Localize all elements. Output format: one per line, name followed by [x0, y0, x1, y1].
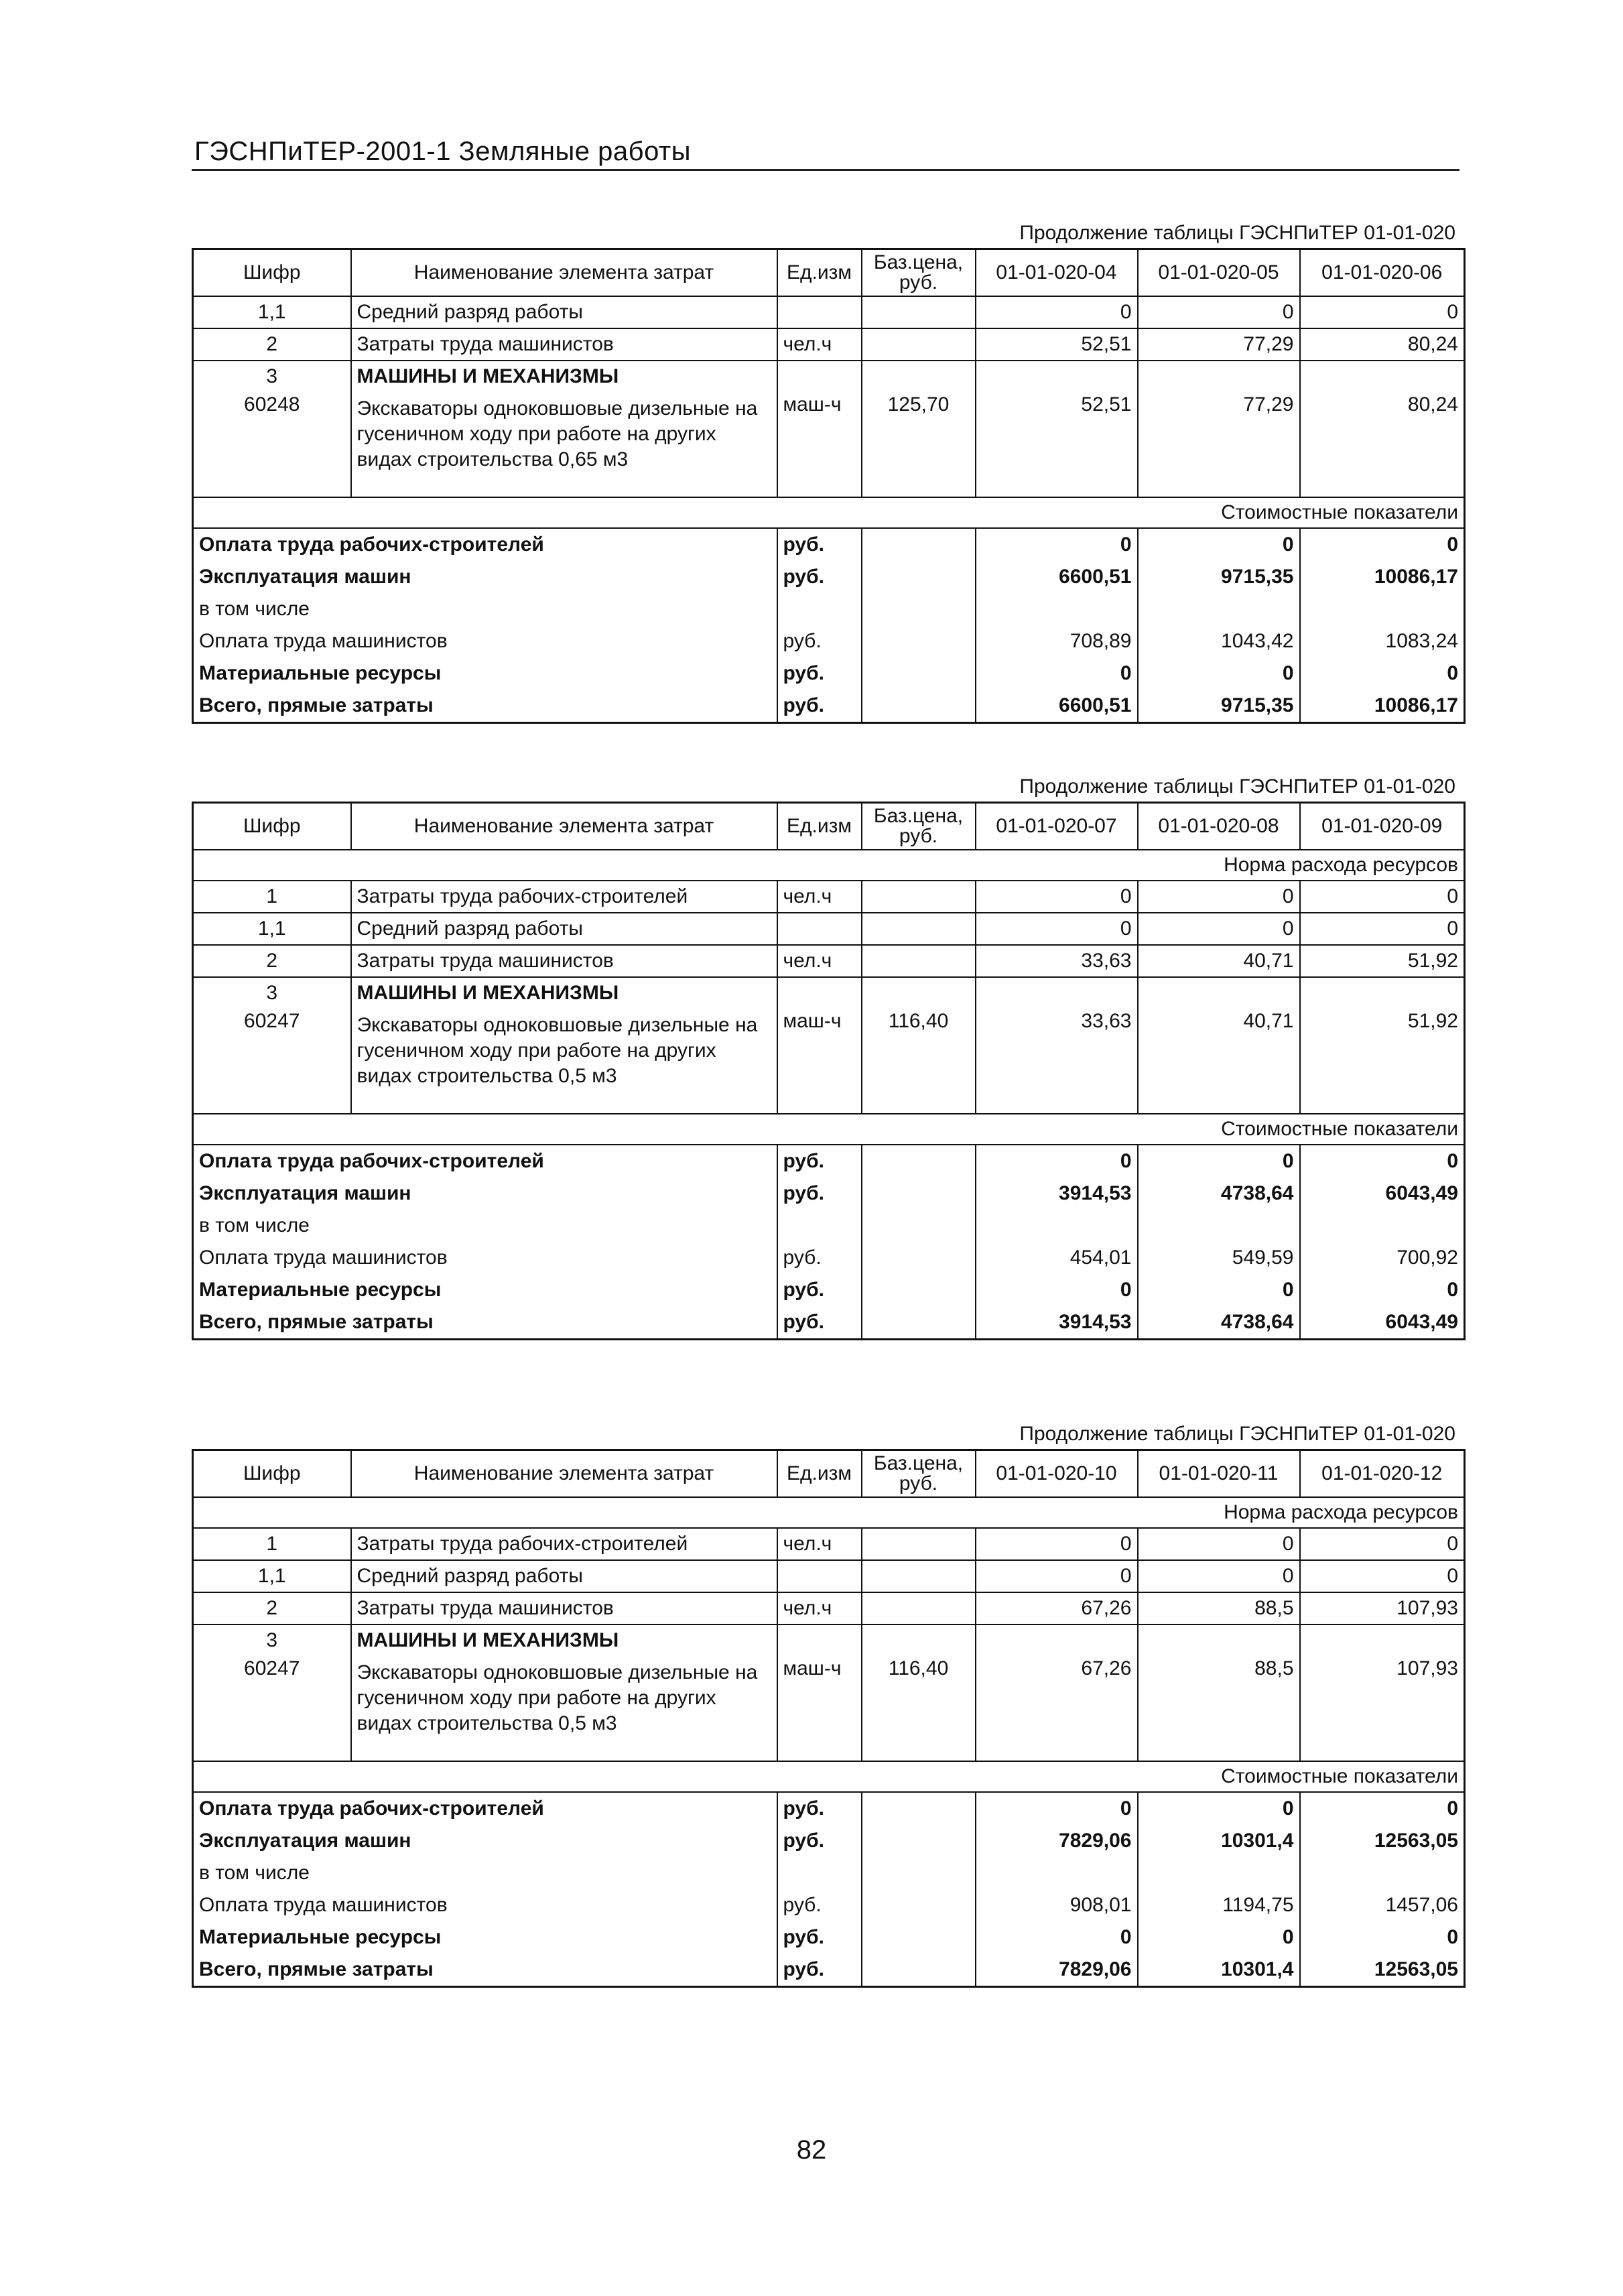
- resource-row: [193, 328, 1465, 361]
- empty-cell: [862, 1306, 976, 1340]
- empty-cell: [862, 1145, 976, 1177]
- norm-table-1: [192, 218, 1464, 724]
- resource-code: 2: [193, 328, 351, 361]
- cost-value: [976, 1857, 1138, 1889]
- cost-value: 3914,53: [976, 1306, 1138, 1340]
- cost-value: 0: [1300, 1921, 1465, 1954]
- machine-item-price: 125,70: [862, 392, 976, 497]
- cost-label: Всего, прямые затраты: [199, 1958, 434, 1980]
- cost-label: Материальные ресурсы: [199, 1279, 442, 1301]
- cost-unit: руб.: [777, 1274, 862, 1306]
- cost-row: [193, 1274, 1465, 1306]
- cost-unit: руб.: [777, 1177, 862, 1210]
- cost-row: [193, 1177, 1465, 1210]
- resource-value: 0: [976, 1560, 1138, 1592]
- empty-cell: [1300, 977, 1465, 1009]
- resource-code: 1,1: [193, 296, 351, 328]
- norm-section-row: [193, 850, 1465, 881]
- resource-value: 0: [1300, 881, 1465, 913]
- resource-value: 67,26: [976, 1592, 1138, 1624]
- cost-value: 1457,06: [1300, 1889, 1465, 1921]
- cost-value: 1043,42: [1138, 625, 1300, 657]
- cost-unit: руб.: [777, 1306, 862, 1340]
- cost-value: 4738,64: [1138, 1306, 1300, 1340]
- resource-unit: [777, 913, 862, 945]
- resource-name: Средний разряд работы: [351, 296, 777, 328]
- machine-item-name: Экскаваторы одноковшовые дизельные на гусеничном ходу при работе на других видах строительства 0,5 м3: [351, 1009, 777, 1114]
- header-norm-code: 01-01-020-11: [1138, 1450, 1300, 1498]
- machine-item-code: 60247: [193, 1656, 351, 1761]
- header-name: Наименование элемента затрат: [351, 249, 777, 297]
- machine-item-unit: маш-ч: [777, 1009, 862, 1114]
- cost-value: 549,59: [1138, 1242, 1300, 1274]
- resource-value: 52,51: [976, 328, 1138, 361]
- resource-value: 40,71: [1138, 945, 1300, 977]
- cost-label: в том числе: [199, 1862, 310, 1884]
- cost-label: Эксплуатация машин: [199, 566, 411, 588]
- cost-row: [193, 1954, 1465, 1987]
- resource-unit: чел.ч: [777, 1528, 862, 1560]
- cost-row: [193, 1921, 1465, 1954]
- empty-cell: [862, 1242, 976, 1274]
- cost-unit: руб.: [777, 690, 862, 723]
- machine-item-row: [193, 1009, 1465, 1114]
- machine-item-value: 33,63: [976, 1009, 1138, 1114]
- resource-value: 0: [1138, 1560, 1300, 1592]
- resource-unit: чел.ч: [777, 1592, 862, 1624]
- machines-group-row: [193, 361, 1465, 392]
- header-rule: [192, 169, 1459, 171]
- empty-cell: [777, 361, 862, 392]
- resource-table: [192, 1449, 1466, 1988]
- empty-cell: [976, 361, 1138, 392]
- cost-value: 908,01: [976, 1889, 1138, 1921]
- table-caption: Продолжение таблицы ГЭСНПиТЕР 01-01-020: [1019, 1423, 1455, 1445]
- cost-value: 12563,05: [1300, 1954, 1465, 1987]
- header-unit: Ед.изм: [777, 249, 862, 297]
- cost-value: 10086,17: [1300, 690, 1465, 723]
- resource-value: 0: [1300, 1528, 1465, 1560]
- machines-title: МАШИНЫ И МЕХАНИЗМЫ: [351, 977, 777, 1009]
- header-name: Наименование элемента затрат: [351, 1450, 777, 1498]
- empty-cell: [862, 1624, 976, 1656]
- resource-value: 80,24: [1300, 328, 1465, 361]
- norm-section-row: [193, 1497, 1465, 1528]
- cost-row: [193, 561, 1465, 593]
- cost-value: 0: [1138, 528, 1300, 561]
- resource-price: [862, 913, 976, 945]
- machines-title: МАШИНЫ И МЕХАНИЗМЫ: [351, 361, 777, 392]
- resource-value: 88,5: [1138, 1592, 1300, 1624]
- empty-cell: [862, 1889, 976, 1921]
- empty-cell: [862, 361, 976, 392]
- machine-item-name: Экскаваторы одноковшовые дизельные на гусеничном ходу при работе на других видах строительства 0,5 м3: [351, 1656, 777, 1761]
- cost-label: Материальные ресурсы: [199, 662, 442, 684]
- cost-value: 7829,06: [976, 1825, 1138, 1857]
- resource-value: 0: [1138, 913, 1300, 945]
- machine-item-value: 77,29: [1138, 392, 1300, 497]
- empty-cell: [862, 1921, 976, 1954]
- header-code: Шифр: [193, 249, 351, 297]
- cost-value: 0: [1300, 1274, 1465, 1306]
- cost-section-row: [193, 497, 1465, 528]
- header-unit: Ед.изм: [777, 1450, 862, 1498]
- resource-name: Затраты труда машинистов: [351, 1592, 777, 1624]
- resource-unit: чел.ч: [777, 945, 862, 977]
- cost-section-label: Стоимостные показатели: [193, 497, 1465, 528]
- cost-unit: руб.: [777, 1792, 862, 1825]
- cost-row: [193, 625, 1465, 657]
- resource-table: [192, 802, 1466, 1340]
- empty-cell: [862, 1792, 976, 1825]
- header-price-cell: [862, 249, 976, 297]
- resource-value: 0: [1300, 296, 1465, 328]
- cost-value: 708,89: [976, 625, 1138, 657]
- cost-label: Оплата труда рабочих-строителей: [199, 1797, 544, 1820]
- cost-label: Всего, прямые затраты: [199, 694, 434, 716]
- cost-row: [193, 1210, 1465, 1242]
- cost-value: 0: [976, 528, 1138, 561]
- machine-item-value: 107,93: [1300, 1656, 1465, 1761]
- cost-value: 454,01: [976, 1242, 1138, 1274]
- cost-value: [1138, 1857, 1300, 1889]
- empty-cell: [862, 625, 976, 657]
- resource-value: 107,93: [1300, 1592, 1465, 1624]
- page-number: 82: [796, 2135, 827, 2165]
- resource-row: [193, 881, 1465, 913]
- machines-code: 3: [266, 1629, 278, 1651]
- resource-value: 51,92: [1300, 945, 1465, 977]
- machine-item-price: 116,40: [862, 1656, 976, 1761]
- resource-row: [193, 945, 1465, 977]
- header-norm-code: 01-01-020-05: [1138, 249, 1300, 297]
- machine-item-value: 40,71: [1138, 1009, 1300, 1114]
- cost-value: 4738,64: [1138, 1177, 1300, 1210]
- header-norm-code: 01-01-020-08: [1138, 803, 1300, 850]
- cost-unit: руб.: [777, 1825, 862, 1857]
- header-price-cell: [862, 803, 976, 850]
- cost-unit: руб.: [777, 657, 862, 690]
- resource-value: 0: [976, 296, 1138, 328]
- cost-value: [1138, 593, 1300, 625]
- cost-label: Материальные ресурсы: [199, 1926, 442, 1948]
- cost-value: 0: [1300, 1792, 1465, 1825]
- cost-row: [193, 1242, 1465, 1274]
- cost-unit: руб.: [777, 1889, 862, 1921]
- resource-value: 0: [976, 881, 1138, 913]
- table-caption: Продолжение таблицы ГЭСНПиТЕР 01-01-020: [1019, 775, 1455, 798]
- cost-unit: руб.: [777, 528, 862, 561]
- cost-section-row: [193, 1761, 1465, 1792]
- empty-cell: [862, 528, 976, 561]
- resource-value: 0: [976, 1528, 1138, 1560]
- machine-item-value: 52,51: [976, 392, 1138, 497]
- header-norm-code: 01-01-020-07: [976, 803, 1138, 850]
- cost-label: Оплата труда рабочих-строителей: [199, 533, 544, 556]
- cost-row: [193, 690, 1465, 723]
- empty-cell: [777, 1624, 862, 1656]
- cost-value: 0: [1138, 1274, 1300, 1306]
- cost-unit: [777, 1857, 862, 1889]
- resource-name: Затраты труда машинистов: [351, 328, 777, 361]
- resource-unit: чел.ч: [777, 881, 862, 913]
- header-unit: Ед.изм: [777, 803, 862, 850]
- empty-cell: [862, 1210, 976, 1242]
- cost-section-row: [193, 1114, 1465, 1145]
- empty-cell: [1138, 977, 1300, 1009]
- empty-cell: [1138, 1624, 1300, 1656]
- cost-value: 10301,4: [1138, 1825, 1300, 1857]
- norm-table-2: [192, 772, 1464, 1340]
- machines-code: 3: [266, 365, 278, 387]
- cost-value: 9715,35: [1138, 690, 1300, 723]
- cost-value: 0: [976, 1921, 1138, 1954]
- resource-price: [862, 296, 976, 328]
- resource-value: 0: [1138, 881, 1300, 913]
- norm-section-label: Норма расхода ресурсов: [193, 850, 1465, 881]
- empty-cell: [862, 977, 976, 1009]
- header-norm-code: 01-01-020-09: [1300, 803, 1465, 850]
- resource-name: Средний разряд работы: [351, 913, 777, 945]
- machine-item-code: 60247: [193, 1009, 351, 1114]
- machine-item-value: 67,26: [976, 1656, 1138, 1761]
- empty-cell: [1300, 1624, 1465, 1656]
- page-header-title: ГЭСНПиТЕР-2001-1 Земляные работы: [194, 137, 691, 166]
- empty-cell: [1138, 361, 1300, 392]
- header-code: Шифр: [193, 1450, 351, 1498]
- cost-unit: руб.: [777, 1145, 862, 1177]
- resource-value: 0: [1300, 1560, 1465, 1592]
- empty-cell: [862, 690, 976, 723]
- machines-title: МАШИНЫ И МЕХАНИЗМЫ: [351, 1624, 777, 1656]
- empty-cell: [862, 1825, 976, 1857]
- resource-price: [862, 881, 976, 913]
- empty-cell: [862, 657, 976, 690]
- cost-row: [193, 1889, 1465, 1921]
- machines-code: 3: [266, 982, 278, 1004]
- resource-value: 0: [976, 913, 1138, 945]
- cost-value: [1300, 593, 1465, 625]
- empty-cell: [862, 1857, 976, 1889]
- header-price: Баз.цена, руб.: [873, 1452, 964, 1494]
- cost-value: 6600,51: [976, 561, 1138, 593]
- cost-section-label: Стоимостные показатели: [193, 1114, 1465, 1145]
- resource-code: 1: [193, 1528, 351, 1560]
- empty-cell: [862, 1954, 976, 1987]
- resource-code: 2: [193, 945, 351, 977]
- header-norm-code: 01-01-020-06: [1300, 249, 1465, 297]
- cost-value: [1138, 1210, 1300, 1242]
- cost-value: 6043,49: [1300, 1177, 1465, 1210]
- empty-cell: [1300, 361, 1465, 392]
- cost-label: Оплата труда машинистов: [199, 630, 448, 652]
- cost-label: Оплата труда рабочих-строителей: [199, 1150, 544, 1172]
- resource-price: [862, 945, 976, 977]
- cost-value: 10086,17: [1300, 561, 1465, 593]
- resource-price: [862, 1560, 976, 1592]
- resource-unit: чел.ч: [777, 328, 862, 361]
- cost-label: Эксплуатация машин: [199, 1830, 411, 1852]
- resource-name: Затраты труда машинистов: [351, 945, 777, 977]
- cost-label: в том числе: [199, 598, 310, 620]
- cost-row: [193, 1825, 1465, 1857]
- machine-item-code: 60248: [193, 392, 351, 497]
- resource-name: Затраты труда рабочих-строителей: [351, 881, 777, 913]
- cost-value: 0: [1138, 1792, 1300, 1825]
- resource-row: [193, 296, 1465, 328]
- resource-code: 1,1: [193, 913, 351, 945]
- cost-row: [193, 593, 1465, 625]
- cost-row: [193, 1306, 1465, 1340]
- cost-label: Оплата труда машинистов: [199, 1247, 448, 1269]
- cost-value: 7829,06: [976, 1954, 1138, 1987]
- cost-row: [193, 1857, 1465, 1889]
- machine-item-unit: маш-ч: [777, 1656, 862, 1761]
- resource-table: [192, 248, 1466, 724]
- cost-unit: руб.: [777, 1242, 862, 1274]
- cost-value: 1194,75: [1138, 1889, 1300, 1921]
- cost-value: 6043,49: [1300, 1306, 1465, 1340]
- empty-cell: [862, 1177, 976, 1210]
- cost-value: [976, 593, 1138, 625]
- cost-value: [1300, 1857, 1465, 1889]
- resource-row: [193, 1592, 1465, 1624]
- machine-item-row: [193, 392, 1465, 497]
- header-price-cell: [862, 1450, 976, 1498]
- table-caption: Продолжение таблицы ГЭСНПиТЕР 01-01-020: [1019, 222, 1455, 244]
- cost-value: 0: [1138, 657, 1300, 690]
- norm-table-3: [192, 1419, 1464, 1988]
- cost-value: 12563,05: [1300, 1825, 1465, 1857]
- resource-price: [862, 1528, 976, 1560]
- cost-unit: руб.: [777, 1921, 862, 1954]
- cost-value: 1083,24: [1300, 625, 1465, 657]
- header-norm-code: 01-01-020-04: [976, 249, 1138, 297]
- resource-unit: [777, 296, 862, 328]
- cost-value: 0: [976, 1145, 1138, 1177]
- table-header-row: [193, 803, 1465, 850]
- cost-value: 10301,4: [1138, 1954, 1300, 1987]
- resource-code: 2: [193, 1592, 351, 1624]
- cost-value: 0: [976, 1274, 1138, 1306]
- norm-section-label: Норма расхода ресурсов: [193, 1497, 1465, 1528]
- cost-unit: [777, 593, 862, 625]
- cost-row: [193, 1145, 1465, 1177]
- cost-row: [193, 528, 1465, 561]
- cost-value: [1300, 1210, 1465, 1242]
- cost-value: 0: [1300, 657, 1465, 690]
- cost-value: 0: [976, 1792, 1138, 1825]
- cost-label: в том числе: [199, 1214, 310, 1236]
- empty-cell: [862, 561, 976, 593]
- cost-unit: [777, 1210, 862, 1242]
- resource-value: 0: [1138, 1528, 1300, 1560]
- resource-value: 33,63: [976, 945, 1138, 977]
- resource-code: 1,1: [193, 1560, 351, 1592]
- header-price: Баз.цена, руб.: [873, 805, 964, 847]
- machines-group-row: [193, 977, 1465, 1009]
- resource-value: 0: [1138, 296, 1300, 328]
- machine-item-row: [193, 1656, 1465, 1761]
- cost-value: 0: [1300, 528, 1465, 561]
- resource-code: 1: [193, 881, 351, 913]
- empty-cell: [862, 593, 976, 625]
- machine-item-unit: маш-ч: [777, 392, 862, 497]
- header-norm-code: 01-01-020-12: [1300, 1450, 1465, 1498]
- resource-row: [193, 1528, 1465, 1560]
- resource-value: 0: [1300, 913, 1465, 945]
- table-header-row: [193, 249, 1465, 297]
- machine-item-value: 51,92: [1300, 1009, 1465, 1114]
- cost-unit: руб.: [777, 625, 862, 657]
- header-name: Наименование элемента затрат: [351, 803, 777, 850]
- cost-value: 6600,51: [976, 690, 1138, 723]
- resource-value: 77,29: [1138, 328, 1300, 361]
- cost-section-label: Стоимостные показатели: [193, 1761, 1465, 1792]
- cost-value: 0: [1138, 1145, 1300, 1177]
- resource-name: Затраты труда рабочих-строителей: [351, 1528, 777, 1560]
- resource-row: [193, 913, 1465, 945]
- cost-value: 0: [1138, 1921, 1300, 1954]
- cost-row: [193, 1792, 1465, 1825]
- resource-unit: [777, 1560, 862, 1592]
- cost-value: [976, 1210, 1138, 1242]
- empty-cell: [976, 1624, 1138, 1656]
- header-code: Шифр: [193, 803, 351, 850]
- machines-group-row: [193, 1624, 1465, 1656]
- cost-value: 9715,35: [1138, 561, 1300, 593]
- empty-cell: [862, 1274, 976, 1306]
- empty-cell: [777, 977, 862, 1009]
- cost-unit: руб.: [777, 561, 862, 593]
- resource-row: [193, 1560, 1465, 1592]
- header-price: Баз.цена, руб.: [873, 251, 964, 294]
- cost-value: 3914,53: [976, 1177, 1138, 1210]
- cost-row: [193, 657, 1465, 690]
- header-norm-code: 01-01-020-10: [976, 1450, 1138, 1498]
- machine-item-value: 88,5: [1138, 1656, 1300, 1761]
- resource-name: Средний разряд работы: [351, 1560, 777, 1592]
- machine-item-price: 116,40: [862, 1009, 976, 1114]
- empty-cell: [976, 977, 1138, 1009]
- cost-value: 0: [976, 657, 1138, 690]
- resource-price: [862, 328, 976, 361]
- cost-label: Эксплуатация машин: [199, 1182, 411, 1204]
- table-header-row: [193, 1450, 1465, 1498]
- machine-item-value: 80,24: [1300, 392, 1465, 497]
- machine-item-name: Экскаваторы одноковшовые дизельные на гусеничном ходу при работе на других видах строительства 0,65 м3: [351, 392, 777, 497]
- cost-value: 700,92: [1300, 1242, 1465, 1274]
- cost-value: 0: [1300, 1145, 1465, 1177]
- cost-unit: руб.: [777, 1954, 862, 1987]
- cost-label: Оплата труда машинистов: [199, 1894, 448, 1916]
- cost-label: Всего, прямые затраты: [199, 1311, 434, 1333]
- resource-price: [862, 1592, 976, 1624]
